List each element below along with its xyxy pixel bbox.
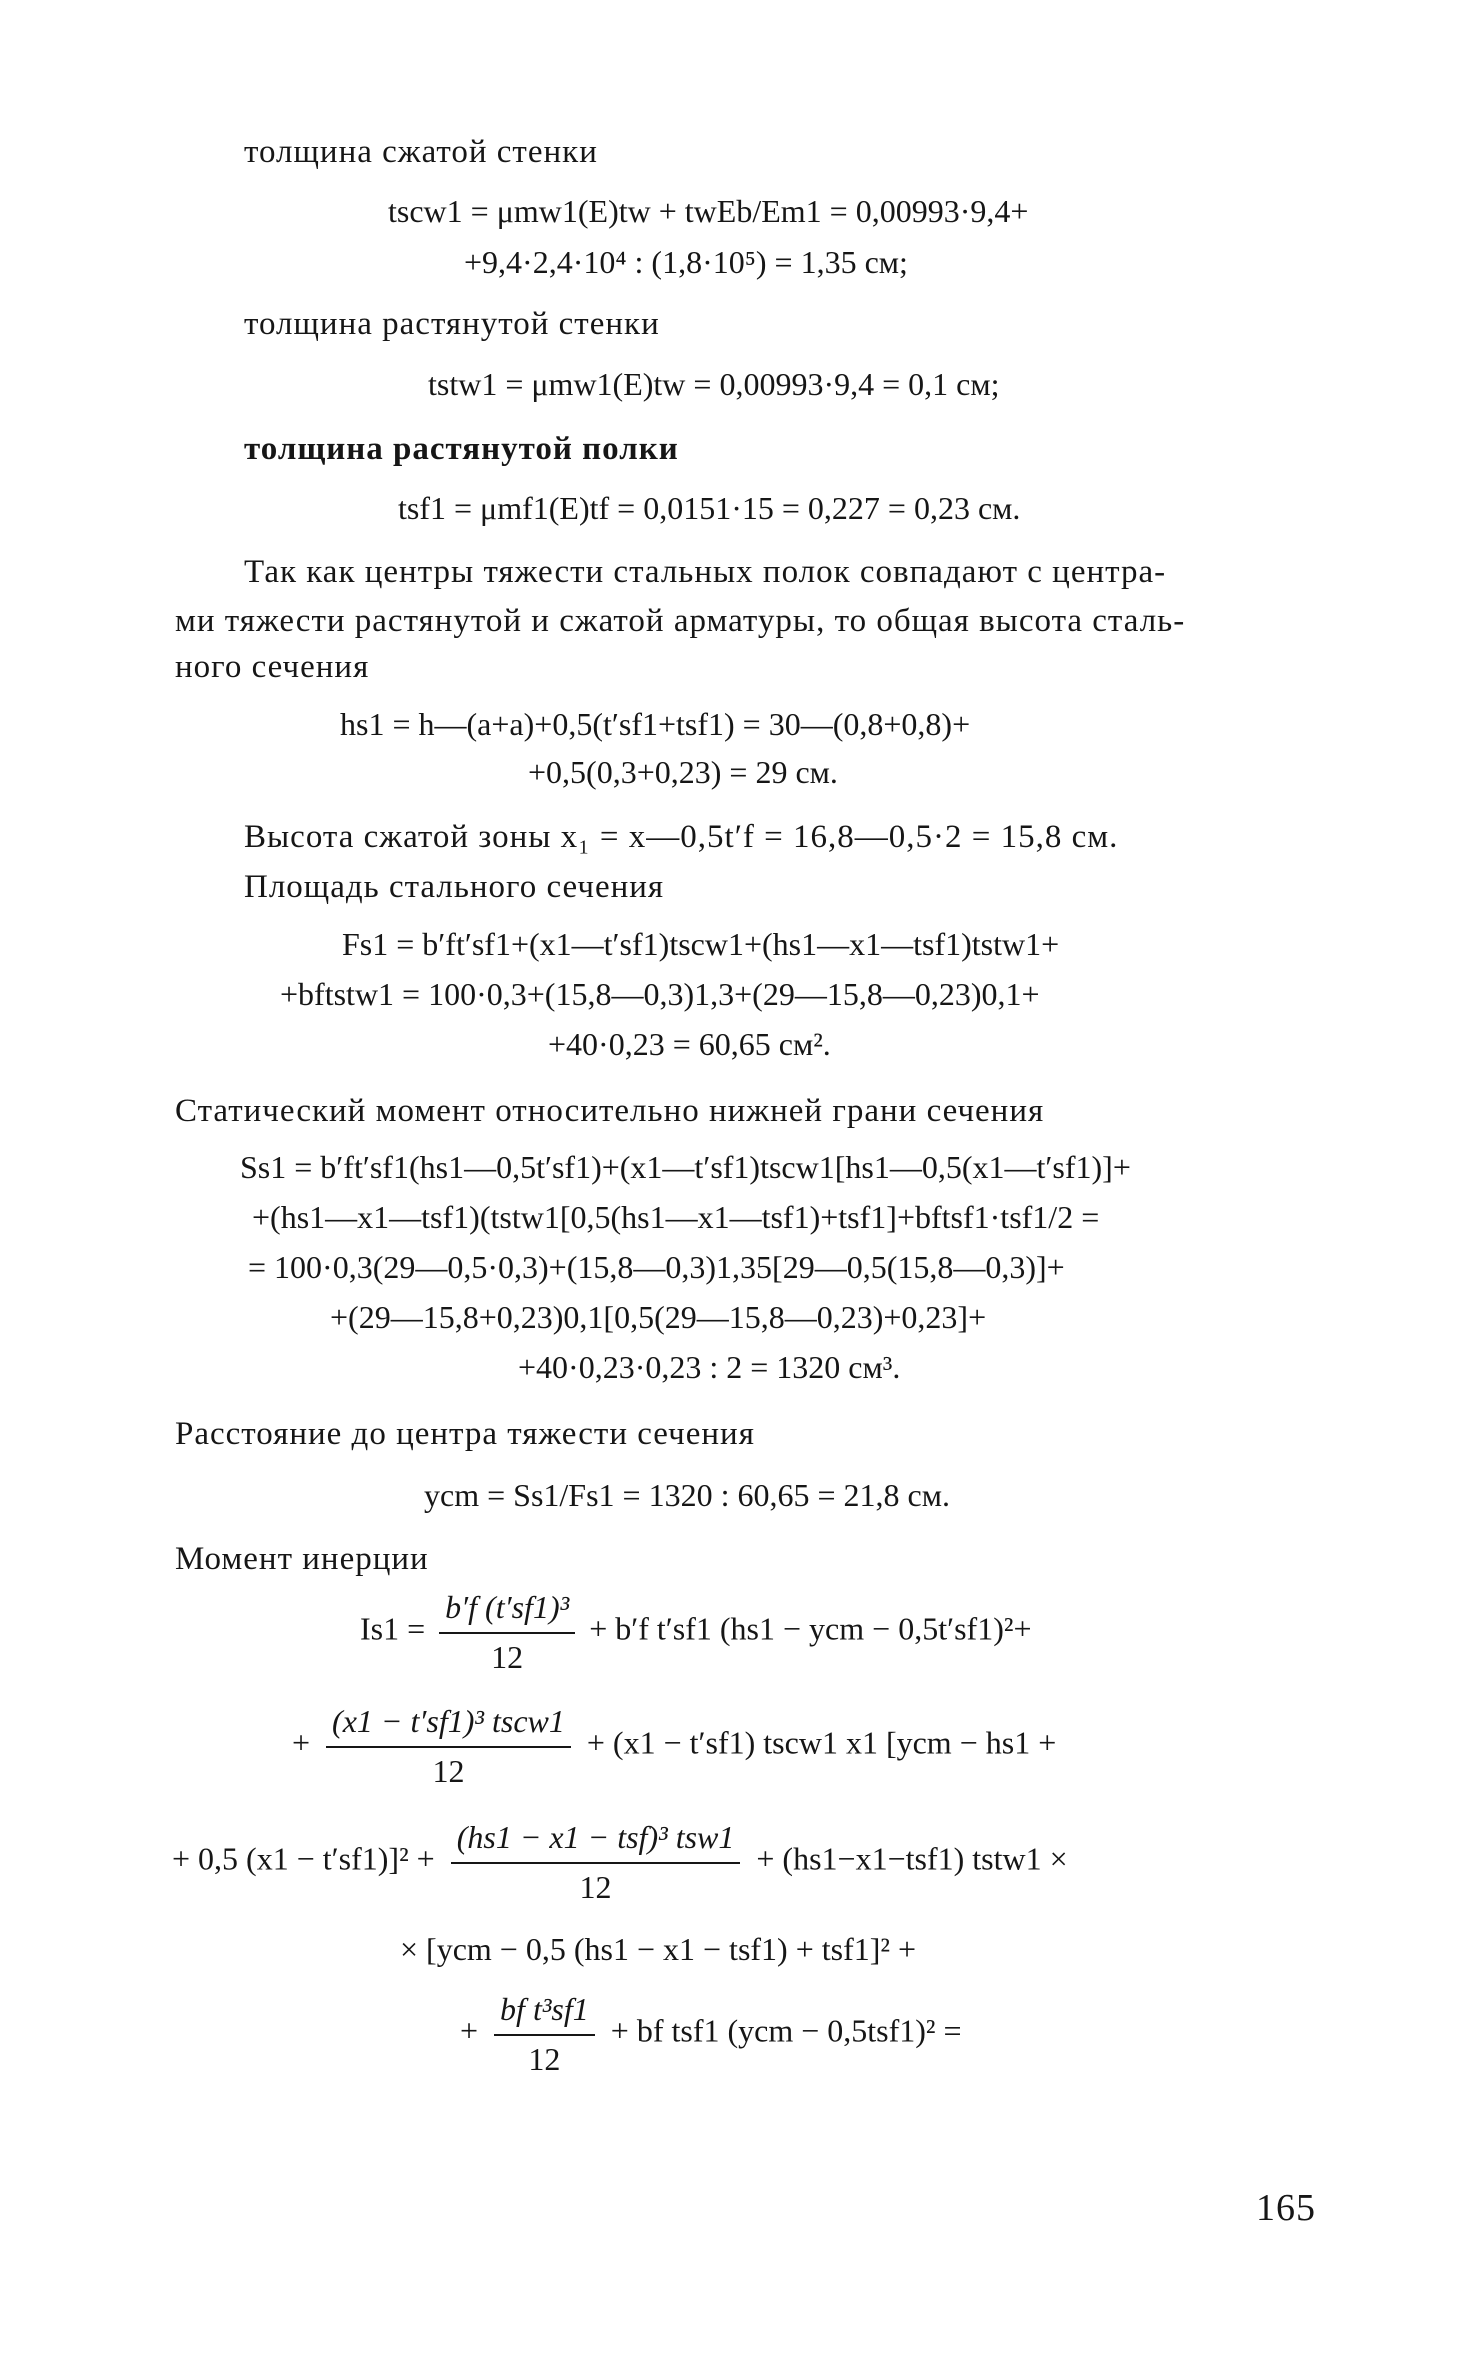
- fraction-2-numerator: (x1 − t′sf1)³ tscw1: [326, 1702, 571, 1748]
- eq-S-s1-line3: = 100·0,3(29—0,5·0,3)+(15,8—0,3)1,35[29—0,5(15,8—0,3)]+: [248, 1249, 1065, 1285]
- eq-h-s1-line1: hs1 = h—(a+a)+0,5(t′sf1+tsf1) = 30—(0,8+0,8)+: [340, 706, 971, 742]
- tensile-web-label: толщина растянутой стенки: [244, 306, 660, 342]
- fraction-1-numerator: b′f (t′sf1)³: [439, 1588, 575, 1634]
- distance-label: Расстояние до центра тяжести сечения: [175, 1416, 755, 1452]
- inertia-term-3-rest: + (hs1−x1−tsf1) tstw1 ×: [756, 1840, 1068, 1877]
- eq-F-s1-line1: Fs1 = b′ft′sf1+(x1—t′sf1)tscw1+(hs1—x1—tsf1)tstw1+: [342, 926, 1060, 962]
- inertia-fraction-2: [326, 1702, 571, 1791]
- static-moment-label: Статический момент относительно нижней грани сечения: [175, 1093, 1045, 1129]
- inertia-term-5-rest: + bf tsf1 (ycm − 0,5tsf1)² =: [610, 2012, 962, 2049]
- fraction-5-numerator: bf t³sf1: [494, 1990, 595, 2036]
- eq-t-stw1: tstw1 = μmw1(E)tw = 0,00993·9,4 = 0,1 см;: [428, 366, 1000, 402]
- steel-centers-line3: ного сечения: [175, 649, 370, 685]
- eq-F-s1-line2: +bftstw1 = 100·0,3+(15,8—0,3)1,3+(29—15,8—0,23)0,1+: [280, 976, 1040, 1012]
- eq-t-scw1-line1: tscw1 = μmw1(E)tw + twEb/Em1 = 0,00993·9,4+: [388, 193, 1029, 229]
- eq-inertia-line3: [172, 1818, 1068, 1907]
- inertia-fraction-1: [439, 1588, 575, 1677]
- eq-inertia-line2: [292, 1702, 1056, 1791]
- eq-inertia-line4: × [ycm − 0,5 (hs1 − x1 − tsf1) + tsf1]² +: [400, 1931, 917, 1967]
- eq-S-s1-line5: +40·0,23·0,23 : 2 = 1320 см³.: [518, 1349, 901, 1385]
- eq-h-s1-line2: +0,5(0,3+0,23) = 29 см.: [528, 754, 838, 790]
- inertia-lhs: Is1 =: [360, 1610, 426, 1647]
- inertia-line3-lead: + 0,5 (x1 − t′sf1)]² +: [172, 1840, 435, 1877]
- compressed-zone-text: Высота сжатой зоны x₁ = x—0,5t′f = 16,8—0,5·2 = 15,8 см.: [244, 819, 1119, 855]
- inertia-line2-lead: +: [292, 1724, 311, 1761]
- eq-S-s1-line4: +(29—15,8+0,23)0,1[0,5(29—15,8—0,23)+0,23]+: [330, 1299, 987, 1335]
- compressed-web-label: толщина сжатой стенки: [244, 134, 598, 170]
- page-number: 165: [1256, 2187, 1316, 2229]
- eq-y-cm: ycm = Ss1/Fs1 = 1320 : 60,65 = 21,8 см.: [424, 1477, 950, 1513]
- fraction-3-numerator: (hs1 − x1 − tsf)³ tsw1: [451, 1818, 741, 1864]
- inertia-fraction-5: [494, 1990, 595, 2079]
- eq-S-s1-line1: Ss1 = b′ft′sf1(hs1—0,5t′sf1)+(x1—t′sf1)tscw1[hs1—0,5(x1—t′sf1)]+: [240, 1149, 1131, 1185]
- eq-inertia-line1: [360, 1588, 1031, 1677]
- inertia-fraction-3: [451, 1818, 741, 1907]
- eq-inertia-line5: [460, 1990, 962, 2079]
- fraction-3-denominator: 12: [579, 1869, 612, 1906]
- inertia-term-2-rest: + (x1 − t′sf1) tscw1 x1 [ycm − hs1 +: [586, 1724, 1057, 1761]
- steel-area-label: Площадь стального сечения: [244, 869, 665, 905]
- fraction-1-denominator: 12: [491, 1639, 524, 1676]
- steel-centers-line2: ми тяжести растянутой и сжатой арматуры, то общая высота сталь-: [175, 603, 1186, 639]
- inertia-term-1-rest: + b′f t′sf1 (hs1 − ycm − 0,5t′sf1)²+: [589, 1610, 1032, 1647]
- fraction-2-denominator: 12: [432, 1753, 465, 1790]
- eq-F-s1-line3: +40·0,23 = 60,65 см².: [548, 1026, 831, 1062]
- tensile-flange-label: толщина растянутой полки: [244, 431, 679, 467]
- eq-S-s1-line2: +(hs1—x1—tsf1)(tstw1[0,5(hs1—x1—tsf1)+tsf1]+bftsf1·tsf1/2 =: [252, 1199, 1100, 1235]
- eq-t-sf1: tsf1 = μmf1(E)tf = 0,0151·15 = 0,227 = 0,23 см.: [398, 490, 1021, 526]
- inertia-line5-lead: +: [460, 2012, 479, 2049]
- fraction-5-denominator: 12: [528, 2041, 561, 2078]
- steel-centers-line1: Так как центры тяжести стальных полок совпадают с центра-: [244, 554, 1167, 590]
- eq-t-scw1-line2: +9,4·2,4·10⁴ : (1,8·10⁵) = 1,35 см;: [464, 244, 908, 280]
- inertia-label: Момент инерции: [175, 1541, 429, 1577]
